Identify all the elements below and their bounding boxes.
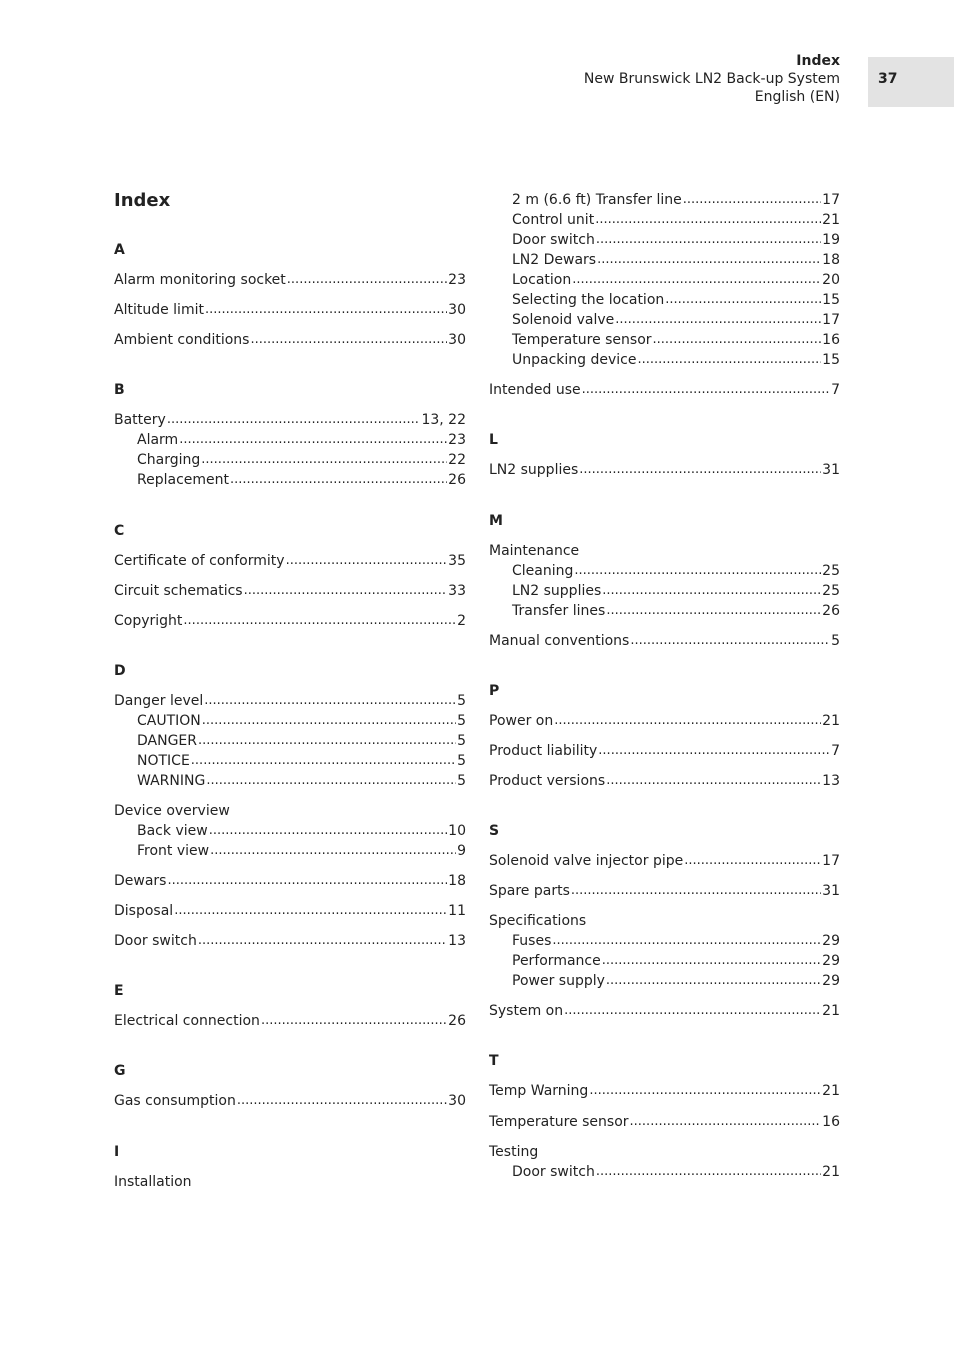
index-subentry[interactable]: WARNING ..... 5 [114, 771, 466, 791]
index-subentry[interactable]: DANGER ..... 5 [114, 731, 466, 751]
index-subentry[interactable]: Door switch ..... 21 [489, 1162, 840, 1182]
letter-heading-s: S [489, 823, 500, 839]
index-entry[interactable]: Circuit schematics ..... 33 [114, 581, 466, 601]
index-entry[interactable]: Dewars ..... 18 [114, 871, 466, 891]
page-number: 37 [868, 57, 954, 107]
index-subentry[interactable]: Cleaning ..... 25 [489, 561, 840, 581]
index-subentry[interactable]: Fuses ..... 29 [489, 931, 840, 951]
index-subentry[interactable]: Door switch ..... 19 [489, 230, 840, 250]
index-subentry[interactable]: Performance ..... 29 [489, 951, 840, 971]
index-entry[interactable]: Certificate of conformity ..... 35 [114, 551, 466, 571]
index-entry[interactable]: Altitude limit ..... 30 [114, 300, 466, 320]
index-entry[interactable]: Disposal ..... 11 [114, 901, 466, 921]
index-subentry[interactable]: 2 m (6.6 ft) Transfer line ..... 17 [489, 190, 840, 210]
index-subentry[interactable]: LN2 supplies ..... 25 [489, 581, 840, 601]
index-subentry[interactable]: Control unit ..... 21 [489, 210, 840, 230]
index-subentry[interactable]: CAUTION ..... 5 [114, 711, 466, 731]
index-entry[interactable]: Intended use ..... 7 [489, 380, 840, 400]
index-subentry[interactable]: LN2 Dewars ..... 18 [489, 250, 840, 270]
index-entry[interactable]: Alarm monitoring socket ..... 23 [114, 270, 466, 290]
index-entry[interactable]: Installation [114, 1174, 192, 1190]
index-subentry[interactable]: Selecting the location ..... 15 [489, 290, 840, 310]
index-heading: Index [114, 190, 171, 211]
letter-heading-i: I [114, 1144, 120, 1160]
letter-heading-m: M [489, 513, 503, 529]
index-entry[interactable]: Testing [489, 1144, 539, 1160]
index-entry[interactable]: LN2 supplies ..... 31 [489, 460, 840, 480]
index-entry[interactable]: Solenoid valve injector pipe ..... 17 [489, 851, 840, 871]
index-column-right [489, 190, 840, 1182]
index-entry[interactable]: Spare parts ..... 31 [489, 881, 840, 901]
index-subentry[interactable]: NOTICE ..... 5 [114, 751, 466, 771]
index-entry[interactable]: Product versions ..... 13 [489, 771, 840, 791]
index-subentry[interactable]: Alarm ..... 23 [114, 430, 466, 450]
index-entry[interactable]: Power on ..... 21 [489, 711, 840, 731]
index-entry[interactable]: Copyright ..... 2 [114, 611, 466, 631]
index-entry[interactable]: Battery ..... 13, 22 [114, 410, 466, 430]
index-entry[interactable]: Product liability ..... 7 [489, 741, 840, 761]
index-entry[interactable]: Temp Warning ..... 21 [489, 1081, 840, 1101]
header-language: English (EN) [754, 89, 840, 105]
index-subentry[interactable]: Replacement ..... 26 [114, 470, 466, 490]
header-title: Index [796, 53, 840, 69]
index-subentry[interactable]: Unpacking device ..... 15 [489, 350, 840, 370]
index-entry[interactable]: System on ..... 21 [489, 1001, 840, 1021]
letter-heading-t: T [489, 1053, 499, 1069]
index-subentry[interactable]: Location ..... 20 [489, 270, 840, 290]
index-entry[interactable]: Specifications [489, 913, 587, 929]
index-subentry[interactable]: Power supply ..... 29 [489, 971, 840, 991]
index-subentry[interactable]: Front view ..... 9 [114, 841, 466, 861]
index-entry[interactable]: Temperature sensor ..... 16 [489, 1112, 840, 1132]
index-subentry[interactable]: Transfer lines ..... 26 [489, 601, 840, 621]
letter-heading-a: A [114, 242, 125, 258]
index-entry[interactable]: Device overview [114, 803, 230, 819]
index-entry[interactable]: Manual conventions ..... 5 [489, 631, 840, 651]
letter-heading-d: D [114, 663, 126, 679]
page-header [584, 52, 840, 106]
index-column-left [114, 190, 466, 1192]
index-subentry[interactable]: Solenoid valve ..... 17 [489, 310, 840, 330]
index-subentry[interactable]: Charging ..... 22 [114, 450, 466, 470]
index-subentry[interactable]: Back view ..... 10 [114, 821, 466, 841]
index-entry[interactable]: Maintenance [489, 543, 580, 559]
letter-heading-l: L [489, 432, 498, 448]
index-entry[interactable]: Gas consumption ..... 30 [114, 1091, 466, 1111]
letter-heading-p: P [489, 683, 500, 699]
index-entry[interactable]: Ambient conditions ..... 30 [114, 330, 466, 350]
index-entry[interactable]: Door switch ..... 13 [114, 931, 466, 951]
index-subentry[interactable]: Temperature sensor ..... 16 [489, 330, 840, 350]
letter-heading-g: G [114, 1063, 126, 1079]
index-entry[interactable]: Electrical connection ..... 26 [114, 1011, 466, 1031]
header-product: New Brunswick LN2 Back-up System [583, 71, 840, 87]
index-entry[interactable]: Danger level ..... 5 [114, 691, 466, 711]
letter-heading-e: E [114, 983, 124, 999]
letter-heading-b: B [114, 382, 125, 398]
letter-heading-c: C [114, 523, 125, 539]
